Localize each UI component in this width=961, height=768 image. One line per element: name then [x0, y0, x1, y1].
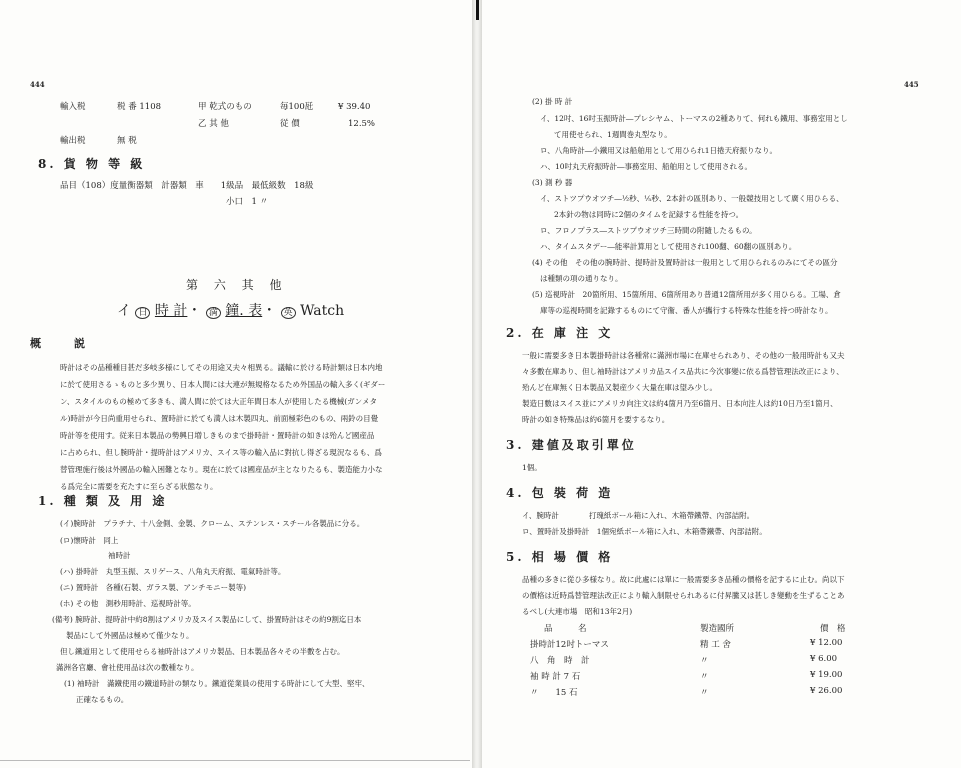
text-line: て用使せられ、1週間巻丸型なり。 — [554, 130, 672, 139]
section-number: 2. — [506, 326, 525, 340]
tariff-a-price: ¥ 39.40 — [338, 102, 371, 112]
section-number: 1. — [38, 494, 57, 508]
table-cell: 〃 — [700, 688, 709, 698]
list-item: 袖時計 — [108, 551, 131, 560]
text-line: は種類の項の通りなり。 — [540, 274, 623, 283]
tariff-b-label: 乙 其 他 — [198, 119, 229, 129]
left-page — [0, 0, 472, 768]
table-cell: 掛時計12吋トーマス — [530, 640, 609, 650]
table-header: 製造國所 — [700, 624, 735, 634]
text-line: 一般に需要多き日本製掛時計は各種常に滿洲市場に在庫せられあり、その他の一般用時計も又夫 — [522, 351, 845, 360]
page-number: 445 — [904, 80, 919, 89]
text-line: 庫等の巡視時間を記錄するものにて守衞、番人が攜行する特殊な性能を持つ時計なり。 — [540, 306, 833, 315]
table-header: 價 格 — [820, 624, 846, 634]
table-cell: ¥ 12.00 — [810, 638, 843, 648]
list-item: (ニ) 置時計 各種(石製、ガラス製、アンチモニー製等) — [60, 583, 247, 592]
cargo-class-small-lot: 小口 1 〃 — [226, 197, 269, 207]
import-tax-label: 輸入税 — [60, 102, 86, 112]
text-line: ル)時計が今日尚重用せられ、置時計に於ても満人は木製四丸、前面極彩色のもの、兩鈴の目覺 — [60, 414, 379, 423]
text-line: (4) その他 その他の腕時計、提時計及置時計は一般用として用ひられるのみにてその區分 — [532, 258, 838, 267]
note-line: 滿洲各官廳、會社使用品は次の數種なり。 — [56, 663, 199, 672]
text-line: 時計の如き特殊品は約6箇月を要するなり。 — [522, 415, 670, 424]
table-cell: ¥ 19.00 — [810, 670, 843, 680]
export-tax-value: 無 税 — [117, 136, 137, 146]
subheading: (2) 掛 時 計 — [532, 97, 573, 106]
tariff-b-rate: 12.5% — [348, 119, 376, 129]
text-line: に占められ、但し腕時計・提時計はアメリカ、スイス等の輸入品に對抗し得ざる現況なるも、爲 — [60, 448, 382, 457]
watch-word-japanese: 時 計 — [154, 303, 188, 319]
text-line: に於て使用さるゝものと多少異り、日本人間には大連が無規格なるため外国品の輸入多く(ギダー — [60, 380, 386, 389]
list-item: (ホ) その他 測秒用時計、巡視時計等。 — [60, 599, 196, 608]
packing-line: ロ、置時計及掛時計 1個宛紙ボール箱に入れ、木箱帶鐵帶、內部詰附。 — [522, 527, 767, 536]
book-spine-mark — [476, 0, 479, 20]
page-edge-line — [0, 760, 470, 761]
section-title: 包 裝 荷 造 — [531, 486, 614, 500]
list-item: (ハ) 掛時計 丸型玉振、スリゲース、八角丸天府振、電氣時計等。 — [60, 567, 286, 576]
tariff-a-unit: 毎100瓩 — [280, 102, 314, 112]
text-line: 殆んど在庫無く日本製品又製産少く大量在庫は望み少し。 — [522, 383, 717, 392]
text-line: ン、スタイルのもの極めて多きも、満人間に於ては大正年間日本人が使用したる機械(ガンメタ — [60, 397, 377, 406]
section-number: 4. — [506, 486, 525, 500]
text-line: ロ、八角時計―小鐵用又は船舶用として用ひられ1日捲天府振りなり。 — [540, 146, 777, 155]
chapter-heading: 第 六 其 他 — [186, 278, 288, 292]
text-line: ロ、フロノプラス―ストツプウオツチ三時間の附隨したるもの。 — [540, 226, 757, 235]
table-cell: ¥ 26.00 — [810, 686, 843, 696]
lang-mark-english: 英 — [281, 307, 296, 319]
subheading: (3) 測 秒 器 — [532, 178, 573, 187]
text-line: る爲完全に需要を充たすに至らざる狀態なり。 — [60, 482, 218, 491]
table-cell: ¥ 6.00 — [810, 654, 838, 664]
text-line: 製造日數はスイス並にアメリカ向注文は約4箇月乃至6箇月、日本向注人は約10日乃至1箇月、 — [522, 399, 838, 408]
section-2-heading — [506, 324, 613, 341]
table-cell: 〃 — [700, 672, 709, 682]
section-number: 5. — [506, 550, 525, 564]
text-line: (5) 巡視時計 20箇所用、15箇所用、6箇所用あり普通12箇所用が多く用ひらる。工場、倉 — [532, 290, 841, 299]
watch-title: イ 日 時 計・ 満 鐘. 表・ 英 Watch — [117, 303, 345, 319]
note-line: 但し鐵道用として使用せらる袖時計はアメリカ製品、日本製品各々その半數を占む。 — [60, 647, 345, 656]
section-title: 建値及取引單位 — [531, 438, 637, 452]
tax-number: 税 番 1108 — [117, 102, 162, 112]
section-number: 3. — [506, 438, 525, 452]
lang-mark-japan: 日 — [135, 307, 150, 319]
section-4-heading — [506, 484, 613, 501]
section-number: 8. — [38, 157, 57, 171]
section-1-heading — [38, 492, 167, 509]
watch-prefix: イ — [117, 303, 131, 319]
export-tax-label: 輸出税 — [60, 136, 86, 146]
list-item: 正確なるもの。 — [76, 695, 129, 704]
section-3-heading — [506, 436, 637, 453]
text-line: イ、ストツプウオツチ―½秒、⅕秒、2本針の區別あり、一般競技用として廣く用ひらる、 — [540, 194, 844, 203]
right-page — [482, 0, 961, 768]
table-cell: 〃 — [700, 656, 709, 666]
book-gutter — [472, 0, 482, 768]
text-line: 品種の多きに從ひ多様なり。故に此處には單に一般需要多き品種の價格を記するに止む。尚以下 — [522, 575, 845, 584]
cargo-class-line: 品目（108）度量衡器類 計器類 車 1級品 最低級数 18級 — [60, 181, 314, 191]
text-line: ハ、10吋丸天府振時計―事務室用、船舶用として使用される。 — [540, 162, 753, 171]
note-line: (備考) 腕時計、提時計中約8割はアメリカ及スイス製品にして、掛置時計はその約9割迄日本 — [52, 615, 362, 624]
overview-heading: 概 説 — [30, 337, 85, 350]
table-cell: 精 工 舍 — [700, 640, 731, 650]
table-header: 品 名 — [544, 624, 587, 634]
table-cell: 八 角 時 計 — [530, 656, 590, 666]
table-cell: 〃 15 石 — [530, 688, 578, 698]
list-item: (イ)腕時計 プラチナ、十八金側、金製、クローム、ステンレス・スチール各製品に分る。 — [60, 519, 365, 528]
packing-line: イ、腕時計 打瑰紙ボール箱に入れ、木箱帶鐵帶、內部詰附。 — [522, 511, 755, 520]
text-line: イ、12吋、16吋玉振時計―プレシヤム、トーマスの2種ありて、何れも鐵用、事務室用とし — [540, 114, 848, 123]
text-line: ハ、タイムスタデー―能率計算用として使用され100翻、60翻の區別あり。 — [540, 242, 797, 251]
tariff-a-label: 甲 乾式のもの — [198, 102, 252, 112]
text-line: 時計等を使用す。従来日本製品の勢興日増しきものまで掛時計・置時計の如きは殆んど國産品 — [60, 431, 375, 440]
note-line: 製品にして外國品は極めて僅少なり。 — [66, 631, 194, 640]
unit-text: 1個。 — [522, 463, 542, 472]
text-line: るべし(大連市場 昭和13年2月) — [522, 607, 633, 616]
lang-mark-manchu: 満 — [206, 307, 221, 319]
section-8-heading — [38, 155, 145, 172]
text-line: の價格は近時爲替管理法改正により輸入制限せられあるに付昇騰又は甚しき變動を生ずることあ — [522, 591, 845, 600]
text-line: 々多數在庫あり、但し袖時計はアメリカ品スイス品共に今次事變に依る爲替管理法改正により、 — [522, 367, 844, 376]
table-cell: 袖 時 計 7 石 — [530, 672, 581, 682]
list-item: (ロ)懐時計 同上 — [60, 536, 119, 545]
section-title: 相 場 價 格 — [531, 550, 614, 564]
watch-word-chinese: 鐘. 表 — [225, 303, 263, 319]
section-5-heading — [506, 548, 613, 565]
text-line: 2本針の物は同時に2個のタイムを記録する性能を持つ。 — [554, 210, 744, 219]
section-title: 貨 物 等 級 — [63, 157, 146, 171]
section-title: 種 類 及 用 途 — [63, 494, 168, 508]
section-title: 在 庫 注 文 — [531, 326, 614, 340]
text-line: 替管理施行後は外國品の輸入困難となり。現在に於ては國産品が主となりたるも、製造能力小な — [60, 465, 383, 474]
watch-word-english: Watch — [300, 303, 345, 319]
list-item: (1) 袖時計 滿鐵使用の鐵道時計の類なり。鐵道從業員の使用する時計にして大型、堅牢、 — [64, 679, 370, 688]
text-line: 時計はその品種種目甚だ多岐多様にしてその用途又夫々相異る。議輸に於ける時計類は日本内地 — [60, 363, 383, 372]
tariff-b-unit: 従 價 — [280, 119, 300, 129]
page-number: 444 — [30, 80, 45, 89]
